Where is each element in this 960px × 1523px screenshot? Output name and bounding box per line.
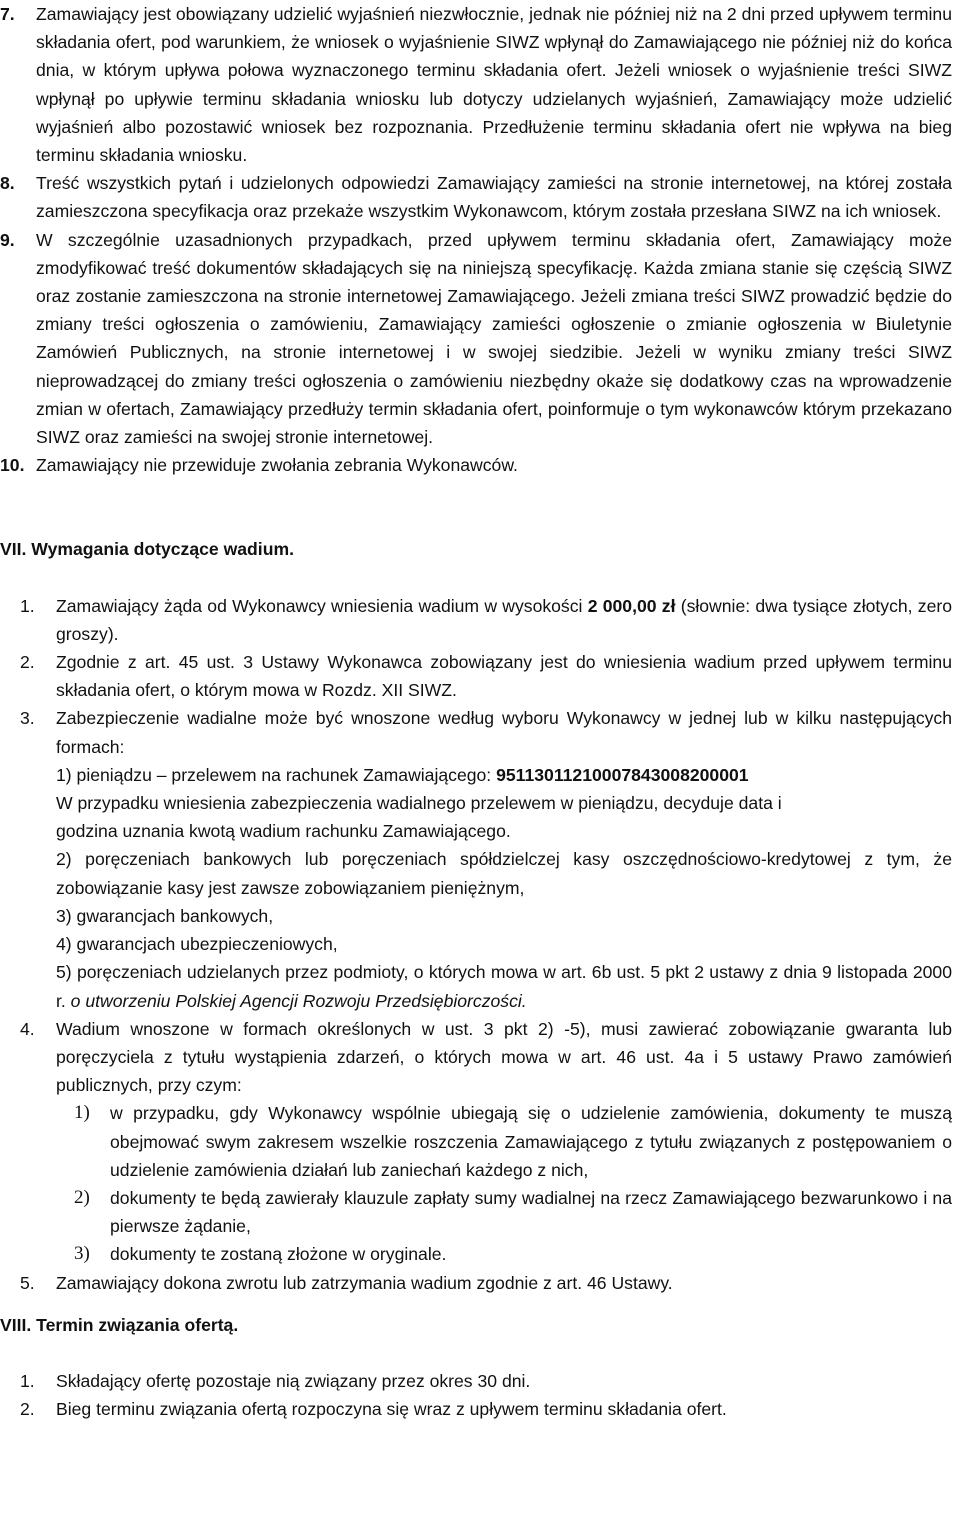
item-number: 4. xyxy=(20,1018,35,1039)
item-text: Zamawiający jest obowiązany udzielić wyjaśnień niezwłocznie, jednak nie później niż na 2 dni przed upływem terminu składania ofert, pod warunkiem, że wniosek o wyjaśnienie SIWZ wpłynął do Zamawiającego nie później niż do końca dnia, w którym upływa połowa wyznaczonego terminu składania ofert. Jeżeli wniosek o wyjaśnienie treści SIWZ wpłynął po upływie terminu składania wniosku lub dotyczy udzielanych wyjaśnień, Zamawiający może udzielić wyjaśnień albo pozostawić wniosek bez rozpoznania. Przedłużenie terminu składania ofert nie wpływa na bieg terminu składania wniosku. xyxy=(36,4,952,166)
wadium-subitem-3 xyxy=(0,1240,952,1268)
item-number: 5. xyxy=(20,1272,35,1293)
subitem-number: 1) xyxy=(74,1102,90,1124)
item-text: (słownie: dwa tysiące złotych, zero groszy). xyxy=(56,595,953,644)
item-number: 8. xyxy=(0,173,15,194)
list-item-7 xyxy=(0,0,952,169)
item-text: Zamawiający żąda od Wykonawcy wniesienia wadium w wysokości xyxy=(56,595,588,616)
form-5 xyxy=(56,958,952,1014)
item-text: Zgodnie z art. 45 ust. 3 Ustawy Wykonawca zobowiązany jest do wniesienia wadium przed upływem terminu składania ofert, o którym mowa w Rozdz. XII SIWZ. xyxy=(56,652,952,701)
subitem-number: 2) xyxy=(74,1186,90,1208)
wadium-item-2 xyxy=(0,648,952,704)
form-2: 2) poręczeniach bankowych lub poręczeniach spółdzielczej kasy oszczędnościowo-kredytowej z tym, że zobowiązanie kasy jest zawsze zobowiązaniem pieniężnym, xyxy=(56,849,952,898)
item-number: 1. xyxy=(20,1370,35,1391)
item-text: Bieg terminu związania ofertą rozpoczyna się wraz z upływem terminu składania ofert. xyxy=(56,1399,727,1420)
item-number: 2. xyxy=(20,1399,35,1420)
list-item-9 xyxy=(0,226,952,452)
item-number: 3. xyxy=(20,708,35,729)
bank-account-number: 95113011210007843008200001 xyxy=(496,764,749,785)
spacer xyxy=(0,479,952,535)
form-text: 1) pieniądzu – przelewem na rachunek Zamawiającego: xyxy=(56,764,497,785)
item-number: 1. xyxy=(20,595,35,616)
wadium-subitem-2 xyxy=(0,1184,952,1240)
subitem-text: dokumenty te będą zawierały klauzule zapłaty sumy wadialnej na rzecz Zamawiającego bezwarunkowo i na pierwsze żądanie, xyxy=(110,1187,952,1237)
item-text: Zamawiający dokona zwrotu lub zatrzymania wadium zgodnie z art. 46 Ustawy. xyxy=(56,1272,673,1293)
wadium-item-4 xyxy=(0,1015,952,1100)
section-title-vii: VII. Wymagania dotyczące wadium. xyxy=(0,539,294,560)
list-item-8 xyxy=(0,169,952,225)
binding-item-1 xyxy=(0,1367,952,1395)
subitem-text: w przypadku, gdy Wykonawcy wspólnie ubiegają się o udzielenie zamówienia, dokumenty te muszą obejmować swym zakresem wszelkie roszczenia Zamawiającego z tytułu związanych z postępowaniem o udzielenie zamówienia działań lub zaniechań każdego z nich, xyxy=(110,1103,952,1180)
act-title: o utworzeniu Polskiej Agencji Rozwoju Przedsiębiorczości. xyxy=(70,990,527,1011)
wadium-item-1 xyxy=(0,592,952,648)
item-text: Treść wszystkich pytań i udzielonych odpowiedzi Zamawiający zamieści na stronie internetowej, na której została zamieszczona specyfikacja oraz przekaże wszystkim Wykonawcom, którym została przesłana SIWZ na ich wniosek. xyxy=(36,173,952,222)
item-number: 9. xyxy=(0,229,15,250)
section-title-viii: VIII. Termin związania ofertą. xyxy=(0,1314,239,1335)
list-item-10 xyxy=(0,451,952,479)
spacer xyxy=(0,564,952,592)
item-number: 2. xyxy=(20,652,35,673)
item-text: Wadium wnoszone w formach określonych w ust. 3 pkt 2) -5), musi zawierać zobowiązanie gwaranta lub poręczyciela z tytułu wystąpienia zdarzeń, o których mowa w art. 46 ust. 4a i 5 ustawy Prawo zamówień publicznych, przy czym: xyxy=(56,1018,952,1096)
item-number: 10. xyxy=(0,455,25,476)
wadium-item-3 xyxy=(0,704,952,1014)
wadium-item-5 xyxy=(0,1269,952,1297)
form-1-note-line-1: W przypadku wniesienia zabezpieczenia wadialnego przelewem w pieniądzu, decyduje data i xyxy=(56,793,782,814)
item-number: 7. xyxy=(0,4,15,24)
form-4: 4) gwarancjach ubezpieczeniowych, xyxy=(56,934,338,955)
form-1-note-line-2: godzina uznania kwotą wadium rachunku Zamawiającego. xyxy=(56,821,511,842)
subitem-number: 3) xyxy=(74,1243,90,1265)
wadium-subitem-1 xyxy=(0,1099,952,1184)
spacer xyxy=(0,1339,952,1367)
item-text: W szczególnie uzasadnionych przypadkach, przed upływem terminu składania ofert, Zamawiający może zmodyfikować treść dokumentów składających się na niniejszą specyfikację. Każda zmiana stanie się częścią SIWZ oraz zostanie zamieszczona na stronie internetowej Zamawiającego. Jeżeli zmiana treści SIWZ prowadzić będzie do zmiany treści ogłoszenia o zamówieniu, Zamawiający zamieści ogłoszenie o zmianie ogłoszenia w Biuletynie Zamówień Publicznych, na stronie internetowej i w swojej siedzibie. Jeżeli w wyniku zmiany treści SIWZ nieprowadzącej do zmiany treści ogłoszenia o zamówieniu niezbędny okaże się dodatkowy czas na wprowadzenie zmian w ofertach, Zamawiający przedłuży termin składania ofert, poinformuje o tym wykonawców którym przekazano SIWZ oraz zamieści na swojej stronie internetowej. xyxy=(36,229,952,448)
item-text: Zamawiający nie przewiduje zwołania zebrania Wykonawców. xyxy=(36,455,518,476)
subitem-text: dokumenty te zostaną złożone w oryginale. xyxy=(110,1244,447,1265)
form-3: 3) gwarancjach bankowych, xyxy=(56,905,274,926)
wadium-amount: 2 000,00 zł xyxy=(587,595,676,616)
binding-item-2 xyxy=(0,1395,952,1423)
form-1 xyxy=(56,761,952,789)
item-text: Składający ofertę pozostaje nią związany przez okres 30 dni. xyxy=(56,1370,531,1391)
form-text: 5) poręczeniach udzielanych przez podmioty, o których mowa w art. 6b ust. 5 pkt 2 ustawy z dnia 9 listopada 2000 r. xyxy=(56,962,952,1011)
item-text: Zabezpieczenie wadialne może być wnoszone według wyboru Wykonawcy w jednej lub w kilku następujących formach: xyxy=(56,708,952,757)
spacer xyxy=(0,1297,952,1311)
